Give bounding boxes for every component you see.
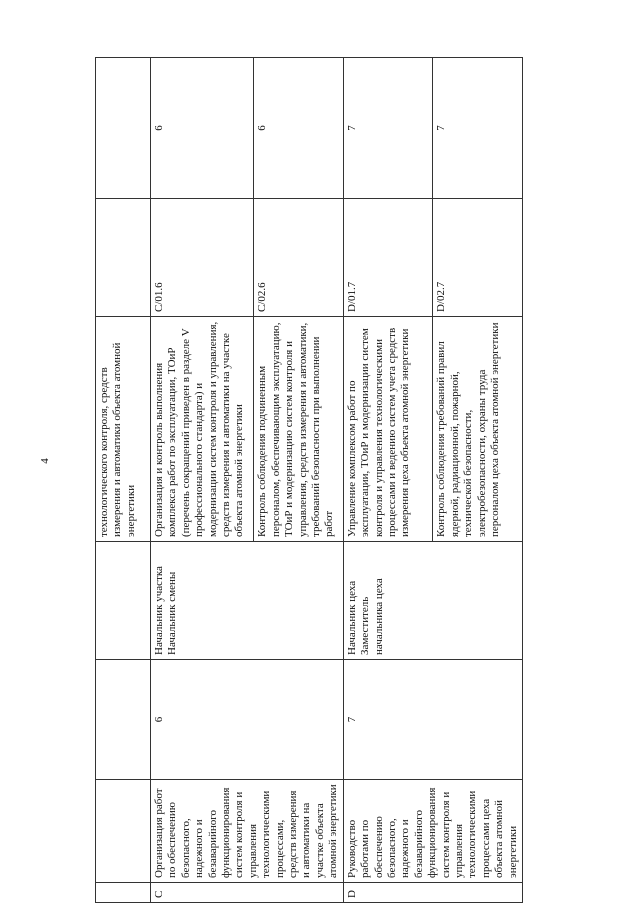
function-level: 7 [433, 58, 523, 199]
function-text: Управление комплексом работ по эксплуатации, ТОиР и модернизации систем контроля и управления технологическими процессами и ведению систем учета средств измерения цеха объекта атомной энергетики [343, 317, 433, 542]
function-level: 6 [151, 58, 254, 199]
function-code: C/01.6 [151, 199, 254, 317]
function-text: технологического контроля, средств измерения и автоматики объекта атомной энергетики [96, 317, 151, 542]
table-row [151, 58, 254, 903]
function-code: C/02.6 [254, 199, 343, 317]
functions-table [95, 57, 523, 903]
function-text: Контроль соблюдения требований правил ядерной, радиационной, пожарной, технической безопасности, электробезопасности, охраны труда персоналом цеха объекта атомной энергетики [433, 317, 523, 542]
function-code: D/02.7 [433, 199, 523, 317]
positions: Начальник цеха Заместитель начальника цеха [343, 542, 522, 660]
table-row [343, 58, 433, 903]
table-row [96, 58, 151, 903]
generalized-function-code: D [343, 883, 522, 903]
function-text: Контроль соблюдения подчиненным персоналом, обеспечивающим эксплуатацию, ТОиР и модернизацию систем контроля и управления, средств измерения и автоматики, требований безопасности при выполнении работ [254, 317, 343, 542]
function-level: 6 [254, 58, 343, 199]
function-code: D/01.7 [343, 199, 433, 317]
generalized-function-code: C [151, 883, 344, 903]
qualification-level: 6 [151, 660, 344, 780]
function-text: Организация и контроль выполнения комплекса работ по эксплуатации, ТОиР (перечень сокращений приведен в разделе V профессионального стандарта) и модернизации систем контроля и управления, средств измерения и автоматики на участке объекта атомной энергетики [151, 317, 254, 542]
page-number: 4 [38, 458, 51, 464]
qualification-level: 7 [343, 660, 522, 780]
generalized-function-name: Организация работ по обеспечению безопасного, надежного и безаварийного функционирования систем контроля и управления технологическими процессами, средств измерения и автоматики на участке объекта атомной энергетики [151, 780, 344, 883]
positions: Начальник участка Начальник смены [151, 542, 344, 660]
function-level: 7 [343, 58, 433, 199]
generalized-function-name: Руководство работами по обеспечению безопасного, надежного и безаварийного функционирования систем контроля и управления технологическими процессами цеха объекта атомной энергетики [343, 780, 522, 883]
